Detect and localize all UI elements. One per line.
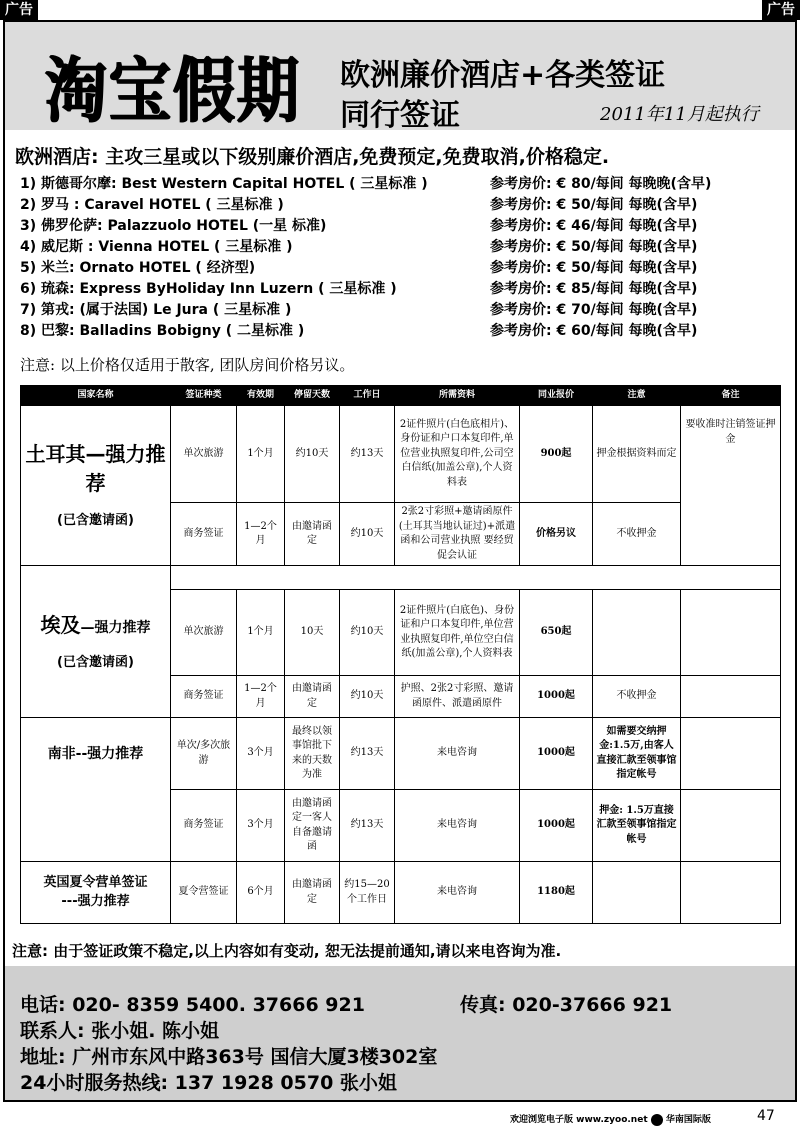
validity: 6个月 xyxy=(237,862,285,924)
notice xyxy=(593,590,681,676)
materials: 2证件照片(白色底相片)、身份证和户口本复印件,单位营业执照复印件,公司空白信纸(加盖公章),个人资料表 xyxy=(395,406,520,503)
remark xyxy=(681,862,781,924)
country-subnote: (已含邀请函) xyxy=(57,513,134,529)
price: 1000起 xyxy=(520,718,593,790)
ad-tag-left: 广告 xyxy=(0,0,38,20)
visa-type: 商务签证 xyxy=(171,790,237,862)
hotel-name: 1) 斯德哥尔摩: Best Western Capital HOTEL ( 三星标准 ) xyxy=(20,176,428,192)
price: 650起 xyxy=(520,590,593,676)
validity: 1—2个月 xyxy=(237,676,285,718)
hotel-name: 3) 佛罗伦萨: Palazzuolo HOTEL (一星 标准) xyxy=(20,218,327,234)
hotel-name: 6) 琉森: Express ByHoliday Inn Luzern ( 三星标准 ) xyxy=(20,281,397,297)
page-number: 47 xyxy=(757,1108,775,1124)
edition-icon xyxy=(651,1114,663,1126)
col-header: 签证种类 xyxy=(171,386,237,406)
hotel-row xyxy=(20,173,780,194)
materials: 2张2寸彩照+邀请函原件(土耳其当地认证过)+派遣函和公司营业执照 要经贸促会认证 xyxy=(395,503,520,566)
headline-secondary: 同行签证 xyxy=(340,98,460,133)
materials: 来电咨询 xyxy=(395,862,520,924)
country-cell xyxy=(21,566,171,718)
validity: 3个月 xyxy=(237,790,285,862)
effective-date: 2011年11月起执行 xyxy=(600,104,759,125)
brand-logo: 淘宝假期 xyxy=(45,48,302,133)
hotel-row xyxy=(20,320,780,341)
hotel-name: 8) 巴黎: Balladins Bobigny ( 二星标准 ) xyxy=(20,323,305,339)
validity: 3个月 xyxy=(237,718,285,790)
ad-tag-right: 广告 xyxy=(762,0,800,20)
country-tag: ---强力推荐 xyxy=(61,893,130,909)
remark xyxy=(681,718,781,790)
hotel-price: 参考房价: € 50/每间 每晚(含早) xyxy=(490,197,698,213)
col-header: 国家名称 xyxy=(21,386,171,406)
footer-credit xyxy=(510,1112,711,1126)
table-row xyxy=(21,862,781,924)
price: 价格另议 xyxy=(520,503,593,566)
stay-days: 约10天 xyxy=(285,406,340,503)
workdays: 约10天 xyxy=(340,590,395,676)
spacer-cell xyxy=(171,566,781,590)
col-header: 所需资料 xyxy=(395,386,520,406)
fax: 传真: 020-37666 921 xyxy=(460,994,673,1016)
table-row xyxy=(21,566,781,590)
visa-table xyxy=(20,385,781,924)
country-subnote: (已含邀请函) xyxy=(57,654,134,670)
hotline: 24小时服务热线: 137 1928 0570 张小姐 xyxy=(20,1072,397,1094)
country-name: 埃及 xyxy=(40,612,81,637)
headline-primary: 欧洲廉价酒店+各类签证 xyxy=(340,58,666,93)
table-row xyxy=(21,718,781,790)
hotel-price: 参考房价: € 60/每间 每晚(含早) xyxy=(490,323,698,339)
hotel-price: 参考房价: € 50/每间 每晚(含早) xyxy=(490,239,698,255)
validity: 1—2个月 xyxy=(237,503,285,566)
country-name: 南非--强力推荐 xyxy=(47,746,144,762)
price: 900起 xyxy=(520,406,593,503)
remark xyxy=(681,676,781,718)
validity: 1个月 xyxy=(237,406,285,503)
country-cell xyxy=(21,406,171,566)
col-header: 注意 xyxy=(593,386,681,406)
stay-days: 最终以领事馆批下来的天数为准 xyxy=(285,718,340,790)
price: 1000起 xyxy=(520,676,593,718)
validity: 1个月 xyxy=(237,590,285,676)
hotel-row xyxy=(20,278,780,299)
col-header: 有效期 xyxy=(237,386,285,406)
country-cell xyxy=(21,862,171,924)
country-name-line xyxy=(24,611,167,640)
workdays: 约13天 xyxy=(340,790,395,862)
notice: 如需要交纳押金:1.5万,由客人直接汇款至领事馆指定帐号 xyxy=(593,718,681,790)
materials: 来电咨询 xyxy=(395,790,520,862)
workdays: 约13天 xyxy=(340,718,395,790)
stay-days: 由邀请函定 xyxy=(285,503,340,566)
price: 1000起 xyxy=(520,790,593,862)
visa-type: 单次旅游 xyxy=(171,406,237,503)
remark: 要收准时注销签证押金 xyxy=(681,406,781,566)
notice: 押金根据资料而定 xyxy=(593,406,681,503)
browse-text: 欢迎浏览电子版 www.zyoo.net xyxy=(510,1115,648,1125)
hotel-row xyxy=(20,194,780,215)
hotel-row xyxy=(20,257,780,278)
address: 地址: 广州市东风中路363号 国信大厦3楼302室 xyxy=(20,1046,438,1068)
notice: 不收押金 xyxy=(593,503,681,566)
materials: 来电咨询 xyxy=(395,718,520,790)
edition-name: 华南国际版 xyxy=(665,1115,711,1125)
materials: 2证件照片(白底色)、身份证和户口本复印件,单位营业执照复印件,单位空白信纸(加盖公章),个人资料表 xyxy=(395,590,520,676)
remark xyxy=(681,590,781,676)
country-name: 英国夏令营单签证 xyxy=(43,874,148,890)
materials: 护照、2张2寸彩照、邀请函原件、派遣函原件 xyxy=(395,676,520,718)
country-tag: —强力推荐 xyxy=(80,619,151,636)
stay-days: 10天 xyxy=(285,590,340,676)
stay-days: 由邀请函定一客人自备邀请函 xyxy=(285,790,340,862)
hotel-name: 5) 米兰: Ornato HOTEL ( 经济型) xyxy=(20,260,256,276)
visa-type: 商务签证 xyxy=(171,503,237,566)
col-header: 工作日 xyxy=(340,386,395,406)
hotel-name: 2) 罗马 : Caravel HOTEL ( 三星标准 ) xyxy=(20,197,284,213)
notice: 押金: 1.5万直接汇款至领事馆指定帐号 xyxy=(593,790,681,862)
notice: 不收押金 xyxy=(593,676,681,718)
table-header-row xyxy=(21,386,781,406)
workdays: 约15—20个工作日 xyxy=(340,862,395,924)
workdays: 约13天 xyxy=(340,406,395,503)
price: 1180起 xyxy=(520,862,593,924)
hotel-row xyxy=(20,236,780,257)
hotel-list xyxy=(20,173,780,341)
col-header: 备注 xyxy=(681,386,781,406)
remark xyxy=(681,790,781,862)
hotel-price: 参考房价: € 46/每间 每晚(含早) xyxy=(490,218,698,234)
visa-type: 商务签证 xyxy=(171,676,237,718)
phone: 电话: 020- 8359 5400. 37666 921 xyxy=(20,994,365,1016)
visa-type: 单次/多次旅游 xyxy=(171,718,237,790)
hotel-price: 参考房价: € 85/每间 每晚(含早) xyxy=(490,281,698,297)
hotel-price: 参考房价: € 50/每间 每晚(含早) xyxy=(490,260,698,276)
hotel-row xyxy=(20,215,780,236)
col-header: 停留天数 xyxy=(285,386,340,406)
notice xyxy=(593,862,681,924)
hotel-intro: 欧洲酒店: 主攻三星或以下级别廉价酒店,免费预定,免费取消,价格稳定. xyxy=(15,146,610,168)
hotel-price: 参考房价: € 70/每间 每晚(含早) xyxy=(490,302,698,318)
contact-person: 联系人: 张小姐. 陈小姐 xyxy=(20,1020,220,1042)
visa-type: 夏令营签证 xyxy=(171,862,237,924)
country-name: 土耳其—强力推荐 xyxy=(25,442,166,496)
workdays: 约10天 xyxy=(340,503,395,566)
hotel-name: 7) 第戎: (属于法国) Le Jura ( 三星标准 ) xyxy=(20,302,292,318)
hotel-price: 参考房价: € 80/每间 每晚晚(含早) xyxy=(490,176,712,192)
stay-days: 由邀请函定 xyxy=(285,676,340,718)
stay-days: 由邀请函定 xyxy=(285,862,340,924)
visa-type: 单次旅游 xyxy=(171,590,237,676)
workdays: 约10天 xyxy=(340,676,395,718)
price-note: 注意: 以上价格仅适用于散客, 团队房间价格另议。 xyxy=(20,356,355,374)
col-header: 同业报价 xyxy=(520,386,593,406)
hotel-row xyxy=(20,299,780,320)
policy-note: 注意: 由于签证政策不稳定,以上内容如有变动, 恕无法提前通知,请以来电咨询为准. xyxy=(12,942,562,960)
table-row xyxy=(21,406,781,503)
hotel-name: 4) 威尼斯 : Vienna HOTEL ( 三星标准 ) xyxy=(20,239,293,255)
contact-line xyxy=(20,990,673,1017)
country-cell xyxy=(21,718,171,862)
